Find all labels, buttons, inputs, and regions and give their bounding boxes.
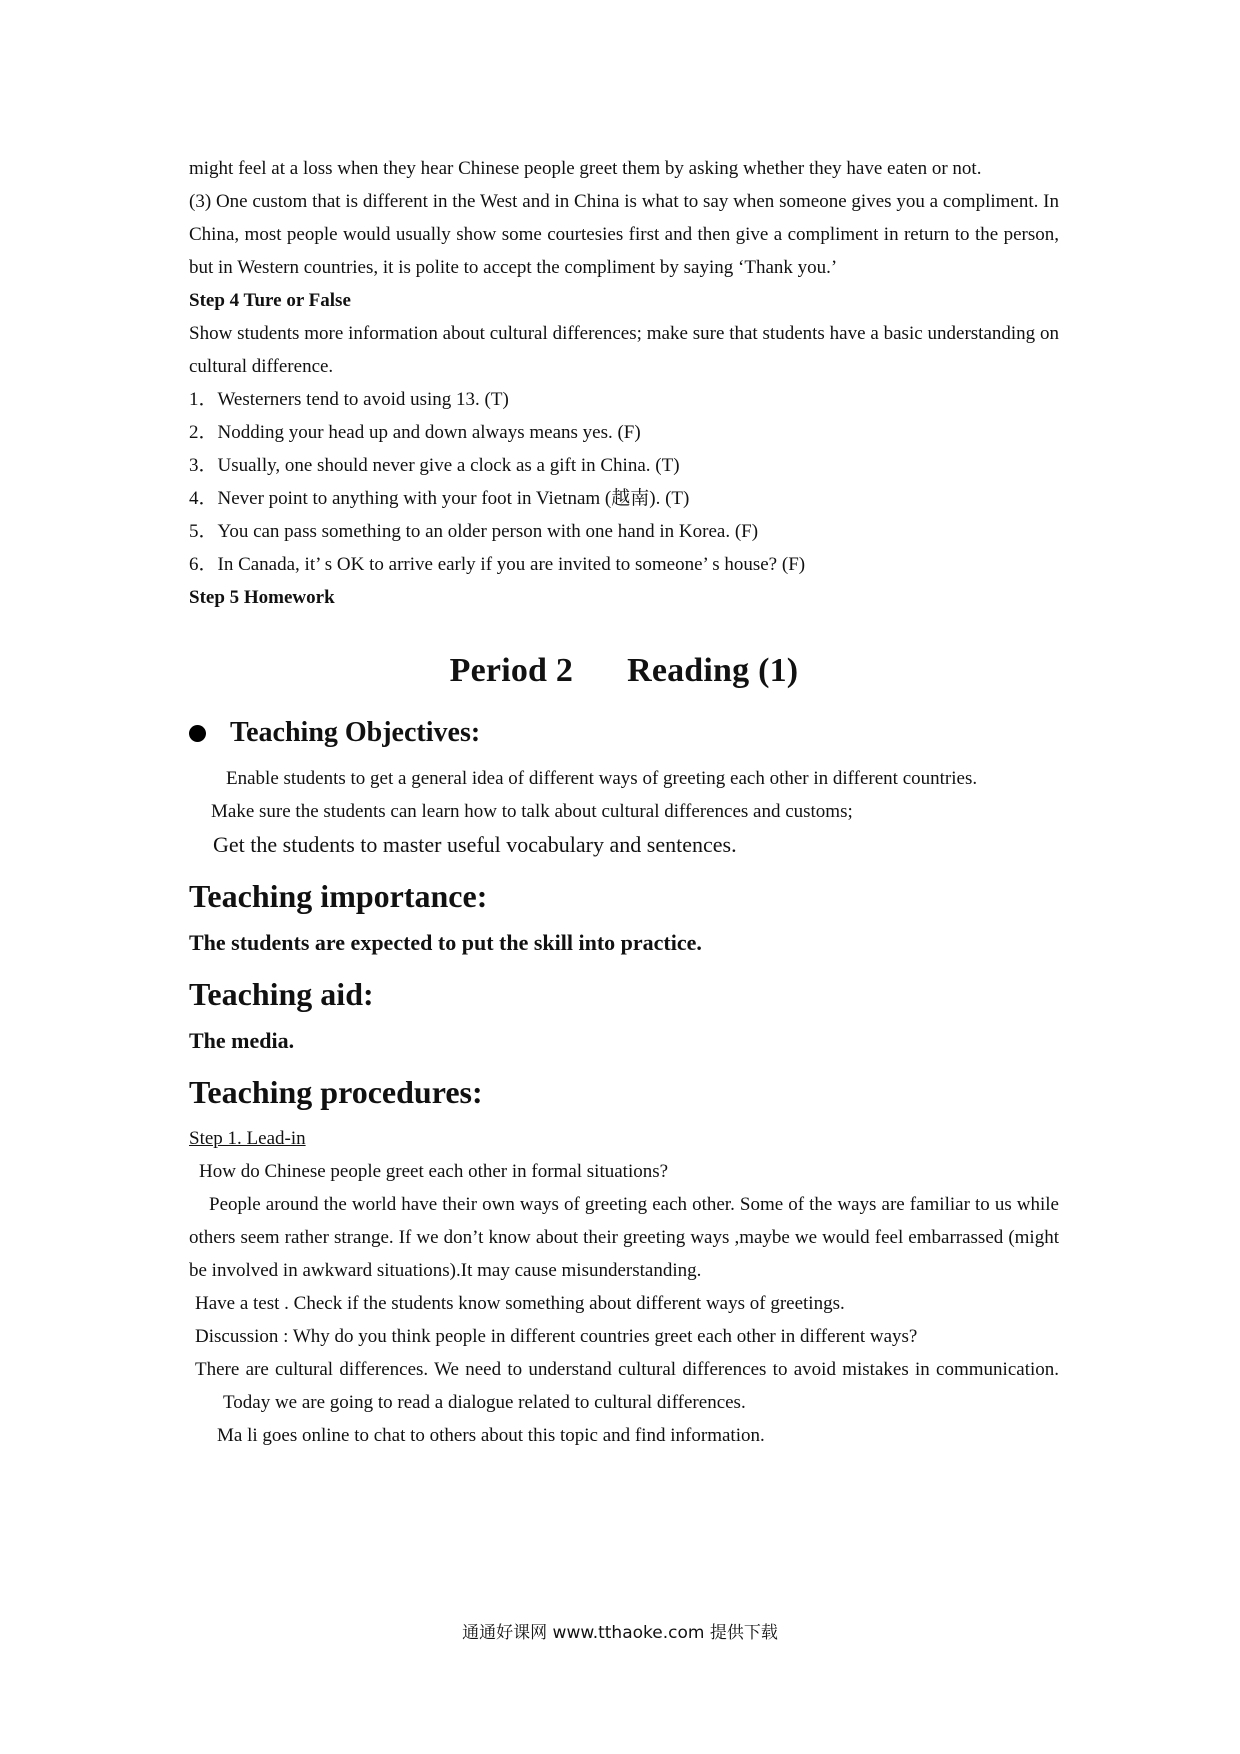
procedures-heading: Teaching procedures: xyxy=(189,1074,483,1110)
step4-intro: Show students more information about cultural differences; make sure that students have a basic understanding on cultural difference. xyxy=(189,323,1059,377)
period-title xyxy=(189,638,1059,704)
objective-2: Make sure the students can learn how to talk about cultural differences and customs; xyxy=(211,801,853,822)
true-false-list xyxy=(189,383,1059,581)
paragraph-continued: might feel at a loss when they hear Chinese people greet them by asking whether they have eaten or not. xyxy=(189,158,982,179)
list-item: 2．Nodding your head up and down always means yes. (F) xyxy=(189,422,641,443)
list-item: 6．In Canada, it’ s OK to arrive early if you are invited to someone’ s house? (F) xyxy=(189,554,806,575)
mali-line: Ma li goes online to chat to others about this topic and find information. xyxy=(217,1425,765,1446)
step1-heading: Step 1. Lead-in xyxy=(189,1128,306,1149)
paragraph-compliment: (3) One custom that is different in the West and in China is what to say when someone gives you a compliment. In China, most people would usually show some courtesies first and then give a compliment in return to the person, but in Western countries, it is polite to accept the compliment by saying ‘Thank you.’ xyxy=(189,191,1059,278)
aid-text: The media. xyxy=(189,1028,295,1053)
discussion-line: Discussion : Why do you think people in different countries greet each other in different ways? xyxy=(195,1326,918,1347)
answer-paragraph: There are cultural differences. We need to understand cultural differences to avoid mistakes in communication. Today we are going to read a dialogue related to cultural differences. xyxy=(195,1359,1059,1413)
lead-in-question: How do Chinese people greet each other in formal situations? xyxy=(199,1161,669,1182)
document-page xyxy=(189,152,1059,1452)
objective-3: Get the students to master useful vocabulary and sentences. xyxy=(213,832,737,857)
step4-heading: Step 4 Ture or False xyxy=(189,290,351,311)
step5-heading: Step 5 Homework xyxy=(189,587,335,608)
period-topic: Reading (1) xyxy=(627,652,799,689)
list-item: 4．Never point to anything with your foot in Vietnam (越南). (T) xyxy=(189,488,690,509)
objective-1: Enable students to get a general idea of different ways of greeting each other in different countries. xyxy=(226,768,978,789)
lead-in-paragraph: People around the world have their own ways of greeting each other. Some of the ways are familiar to us while others seem rather strange. If we don’t know about their greeting ways ,maybe we would feel embarrassed (might be involved in awkward situations).It may cause misunderstanding. xyxy=(189,1194,1059,1281)
list-item: 5．You can pass something to an older person with one hand in Korea. (F) xyxy=(189,521,759,542)
page-footer: 通通好课网 www.tthaoke.com 提供下载 xyxy=(462,1623,778,1643)
list-item: 1．Westerners tend to avoid using 13. (T) xyxy=(189,389,509,410)
period-label: Period 2 xyxy=(449,652,574,689)
importance-heading: Teaching importance: xyxy=(189,878,488,914)
test-line: Have a test . Check if the students know something about different ways of greetings. xyxy=(195,1293,845,1314)
aid-heading: Teaching aid: xyxy=(189,976,374,1012)
list-item: 3．Usually, one should never give a clock as a gift in China. (T) xyxy=(189,455,680,476)
bullet-icon xyxy=(189,725,206,742)
objectives-heading xyxy=(189,704,1059,762)
importance-text: The students are expected to put the skill into practice. xyxy=(189,930,702,955)
objectives-title: Teaching Objectives: xyxy=(230,717,481,748)
